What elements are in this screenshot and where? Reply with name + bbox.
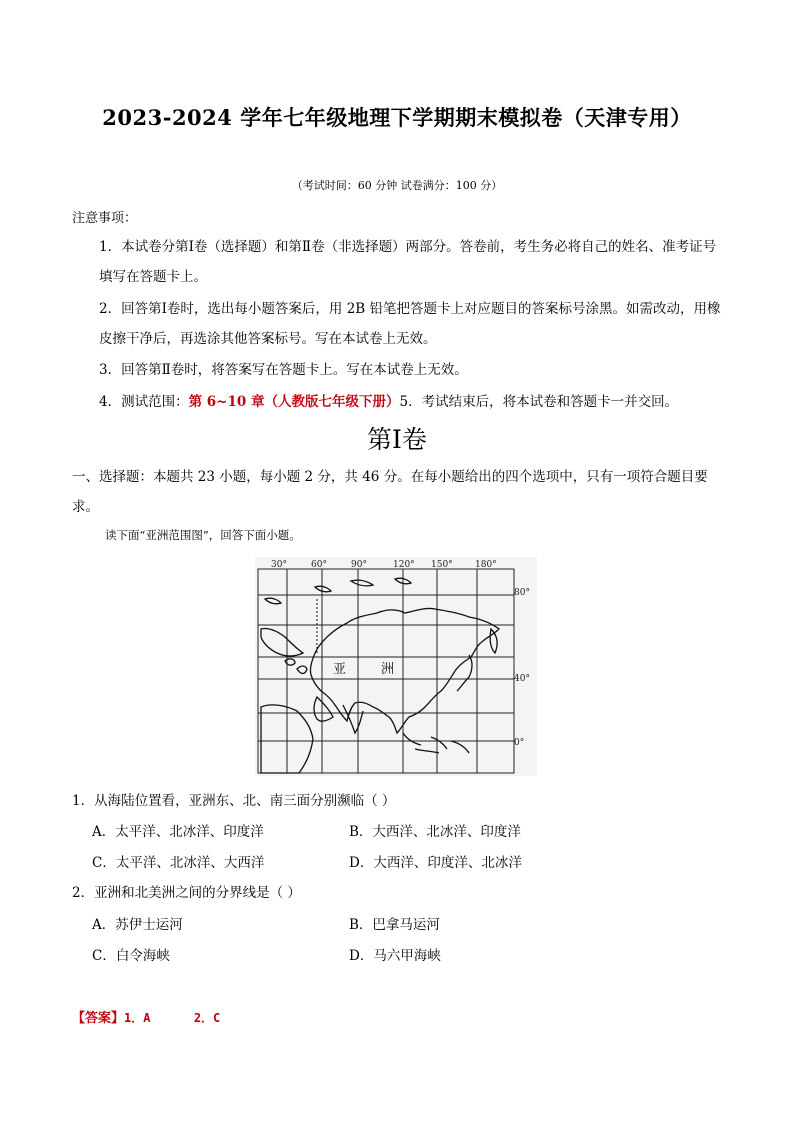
q2-option-d: D．马六甲海峡: [349, 948, 441, 964]
notice-item-1: [72, 232, 724, 292]
notice-heading: 注意事项：: [72, 211, 138, 226]
asia-map: [255, 557, 537, 776]
q2-option-c: C．白令海峡: [92, 948, 170, 964]
question-1-stem: 1．从海陆位置看，亚洲东、北、南三面分别濒临（ ）: [72, 793, 396, 809]
q2-option-a: A．苏伊士运河: [92, 917, 183, 933]
answer-label: 【答案】: [72, 1011, 125, 1026]
notice-item-2: [72, 294, 724, 354]
test-range: 第 6~10 章（人教版七年级下册）: [188, 394, 400, 410]
tick-180: 180°: [475, 560, 497, 570]
q1-option-c: C．太平洋、北冰洋、大西洋: [92, 855, 265, 871]
tick-30: 30°: [271, 560, 287, 570]
map-label-ya: 亚: [333, 662, 347, 677]
question-2-stem: 2．亚洲和北美洲之间的分界线是（ ）: [72, 885, 301, 901]
notice-item-3: [72, 355, 724, 385]
tick-90: 90°: [351, 560, 367, 570]
q1-option-d: D．大西洋、印度洋、北冰洋: [349, 855, 522, 871]
notice-item-2-text: 2．回答第Ⅰ卷时，选出每小题答案后，用 2B 铅笔把答题卡上对应题目的答案标号涂黑。如需改动，用橡皮擦干净后，再选涂其他答案标号。写在本试卷上无效。: [99, 301, 721, 347]
choice-intro-text: 一、选择题：本题共 23 小题，每小题 2 分，共 46 分。在每小题给出的四个选项中，只有一项符合题目要求。: [72, 469, 708, 515]
answer-values: 1．A 2．C: [124, 1011, 221, 1025]
notice-item-1-text: 1．本试卷分第Ⅰ卷（选择题）和第Ⅱ卷（非选择题）两部分。答卷前，考生务必将自己的姓名、准考证号填写在答题卡上。: [99, 239, 717, 285]
read-map-instruction: 读下面“亚洲范围图”，回答下面小题。: [105, 528, 301, 542]
notice-item-4: [72, 387, 724, 417]
answer-line: [72, 1007, 220, 1026]
q1-option-a: A．太平洋、北冰洋、印度洋: [92, 824, 264, 840]
q2-option-b: B．巴拿马运河: [349, 917, 440, 933]
tick-150: 150°: [431, 560, 453, 570]
q1-option-b: B．大西洋、北冰洋、印度洋: [349, 824, 521, 840]
tick-40n: 40°: [514, 674, 530, 684]
tick-60: 60°: [311, 560, 327, 570]
section-title: 第Ⅰ卷: [367, 425, 427, 454]
choice-intro: [72, 462, 724, 522]
tick-120: 120°: [393, 560, 415, 570]
notice-item-5: 5．考试结束后，将本试卷和答题卡一并交回。: [399, 394, 679, 410]
exam-info: （考试时间：60 分钟 试卷满分：100 分）: [291, 179, 503, 192]
tick-80n: 80°: [514, 588, 530, 598]
map-label-zhou: 洲: [381, 662, 395, 677]
notice-item-3-text: 3．回答第Ⅱ卷时，将答案写在答题卡上。写在本试卷上无效。: [99, 362, 468, 378]
tick-0: 0°: [514, 738, 525, 748]
notice-item-4-prefix: 4．测试范围：: [99, 394, 189, 410]
page-title: 2023-2024 学年七年级地理下学期期末模拟卷（天津专用）: [102, 105, 692, 130]
